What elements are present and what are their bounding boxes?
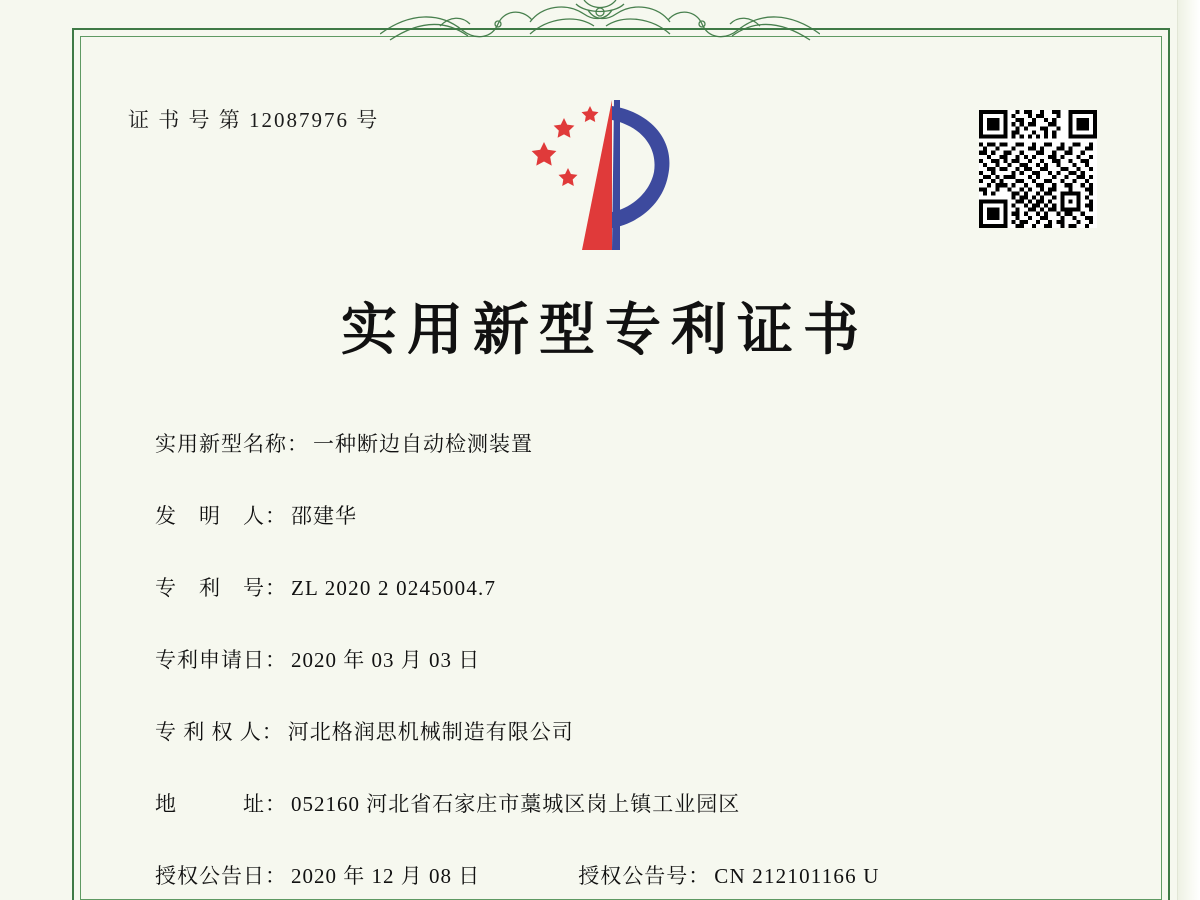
label-application-date: 专利申请日： [155,648,287,672]
certificate-fields [155,428,1055,900]
value-grant-number: CN 212101166 U [714,864,880,888]
ornament-top [380,0,820,46]
label-patentee: 专 利 权 人： [155,720,284,744]
value-address: 052160 河北省石家庄市藁城区岗上镇工业园区 [291,792,741,816]
label-patent-number: 专 利 号： [155,576,287,600]
value-patent-number: ZL 2020 2 0245004.7 [291,576,497,600]
value-application-date: 2020 年 03 月 03 日 [291,648,481,672]
label-grant-date: 授权公告日： [155,864,287,888]
grant-announcement-number-group [578,860,879,890]
certificate-number: 证 书 号 第 12087976 号 [128,108,380,132]
field-application-date [155,644,1055,716]
qr-code [979,110,1097,228]
label-address: 地 址： [155,792,287,816]
cnipa-emblem-icon [516,92,684,252]
page-title: 实用新型专利证书 [341,297,869,363]
field-patent-number [155,572,1055,644]
field-inventor [155,500,1055,572]
value-inventor: 邵建华 [291,504,357,528]
value-grant-date: 2020 年 12 月 08 日 [291,864,481,888]
field-patentee [155,716,1055,788]
label-utility-model-name: 实用新型名称： [155,432,309,456]
field-grant-announcement [155,860,1055,900]
field-address [155,788,1055,860]
value-patentee: 河北格润思机械制造有限公司 [287,720,574,744]
page-edge [1177,0,1200,900]
label-inventor: 发 明 人： [155,504,287,528]
field-utility-model-name [155,428,1055,500]
value-utility-model-name: 一种断边自动检测装置 [313,432,533,456]
label-grant-number: 授权公告号： [578,864,711,888]
